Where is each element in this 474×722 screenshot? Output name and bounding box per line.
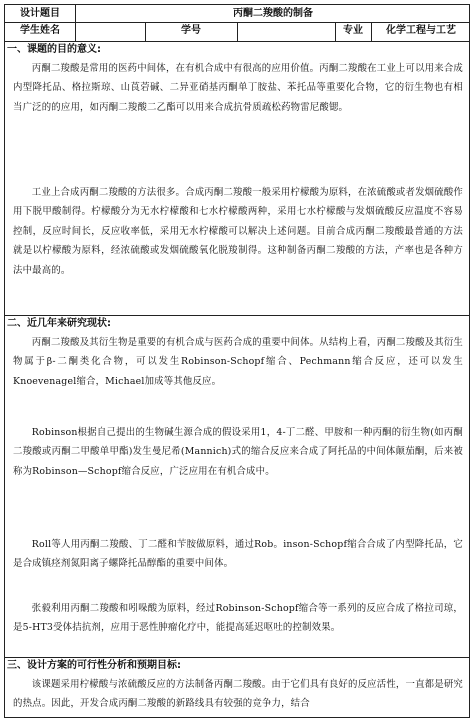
section-heading-purpose: 一、课题的目的意义: (7, 44, 101, 55)
research-paragraph-2: Robinson根据自己提出的生物碱生源合成的假设采用1，4-丁二醛、甲胺和一种丙酮的衍生物(如丙酮二羧酸或丙酮二甲酸单甲酯)发生曼尼希(Mannich)式的缩合反应来合成了阿托品的中间体颠茄酮，后来被称为Robinson—Schopf缩合反应，广泛应用在有机合成中。 (13, 427, 463, 477)
section-heading-feasibility: 三、设计方案的可行性分析和预期目标: (7, 660, 181, 671)
section-divider-2 (5, 657, 469, 658)
feasibility-paragraph-1: 该课题采用柠檬酸与浓硫酸反应的方法制备丙酮二羧酸。由于它们具有良好的反应活性，一直都是研究的热点。因此，开发合成丙酮二羧酸的新路线具有较强的竞争力，结合 (13, 679, 463, 710)
purpose-paragraph-1: 丙酮二羧酸是常用的医药中间体，在有机合成中有很高的应用价值。丙酮二羧酸在工业上可以用来合成内型降托品、格拉斯琼、山莨菪碱、二异亚硝基丙酮单丁胺盐、苯托品等重要化合物，它的衍生物也有相当广泛的的应用，如丙酮二羧酸二乙酯可以用来合成抗骨质疏松药物雷尼酸锶。 (13, 63, 463, 113)
proposal-form (4, 4, 470, 718)
purpose-paragraph-2: 工业上合成丙酮二羧酸的方法很多。合成丙酮二羧酸一般采用柠檬酸为原料，在浓硫酸或者发烟硫酸作用下脱甲酸制得。柠檬酸分为无水柠檬酸和七水柠檬酸两种，采用七水柠檬酸与发烟硫酸反应温度不容易控制，反应时间长，反应收率低，采用无水柠檬酸可以解决上述问题。目前合成丙酮二羧酸最普通的方法就是以柠檬酸为原料，经浓硫酸或发烟硫酸氧化脱羧制得。这种制备丙酮二羧酸的方法，产率也是各种方法中最高的。 (13, 187, 463, 276)
major-value: 化学工程与工艺 (386, 25, 456, 36)
section-divider-1 (5, 315, 469, 316)
research-paragraph-1: 丙酮二羧酸及其衍生物是重要的有机合成与医药合成的重要中间体。从结构上看，丙酮二羧酸及其衍生物属于β-二酮类化合物，可以发生Robinson-Schopf缩合、Pechmann缩合反应，还可以发生Knoevenagel缩合，Michael加成等其他反应。 (13, 337, 463, 387)
header-divider-2 (5, 41, 469, 42)
title-value: 丙酮二羧酸的制备 (233, 8, 313, 19)
student-name-value (75, 22, 145, 41)
research-paragraph-4: 张毅利用丙酮二羧酸和吲哚酸为原料，经过Robinson-Schopf缩合等一系列的反应合成了格拉司琼，是5-HT3受体拮抗剂，应用于恶性肿瘤化疗中，能提高延迟呕吐的控制效果。 (13, 603, 463, 634)
major-label: 专业 (343, 25, 363, 36)
student-name-label: 学生姓名 (20, 25, 60, 36)
student-id-label: 学号 (181, 25, 201, 36)
student-id-value (237, 22, 335, 41)
research-paragraph-3: Roll等人用丙酮二羧酸、丁二醛和苄胺做原料，通过Rob。inson-Schopf缩合合成了内型降托品，它是合成镇痉剂氮阳离子螺降托品醇酯的重要中间体。 (13, 539, 463, 570)
title-label: 设计题目 (20, 8, 60, 19)
section-heading-research-status: 二、近几年来研究现状: (7, 318, 111, 329)
